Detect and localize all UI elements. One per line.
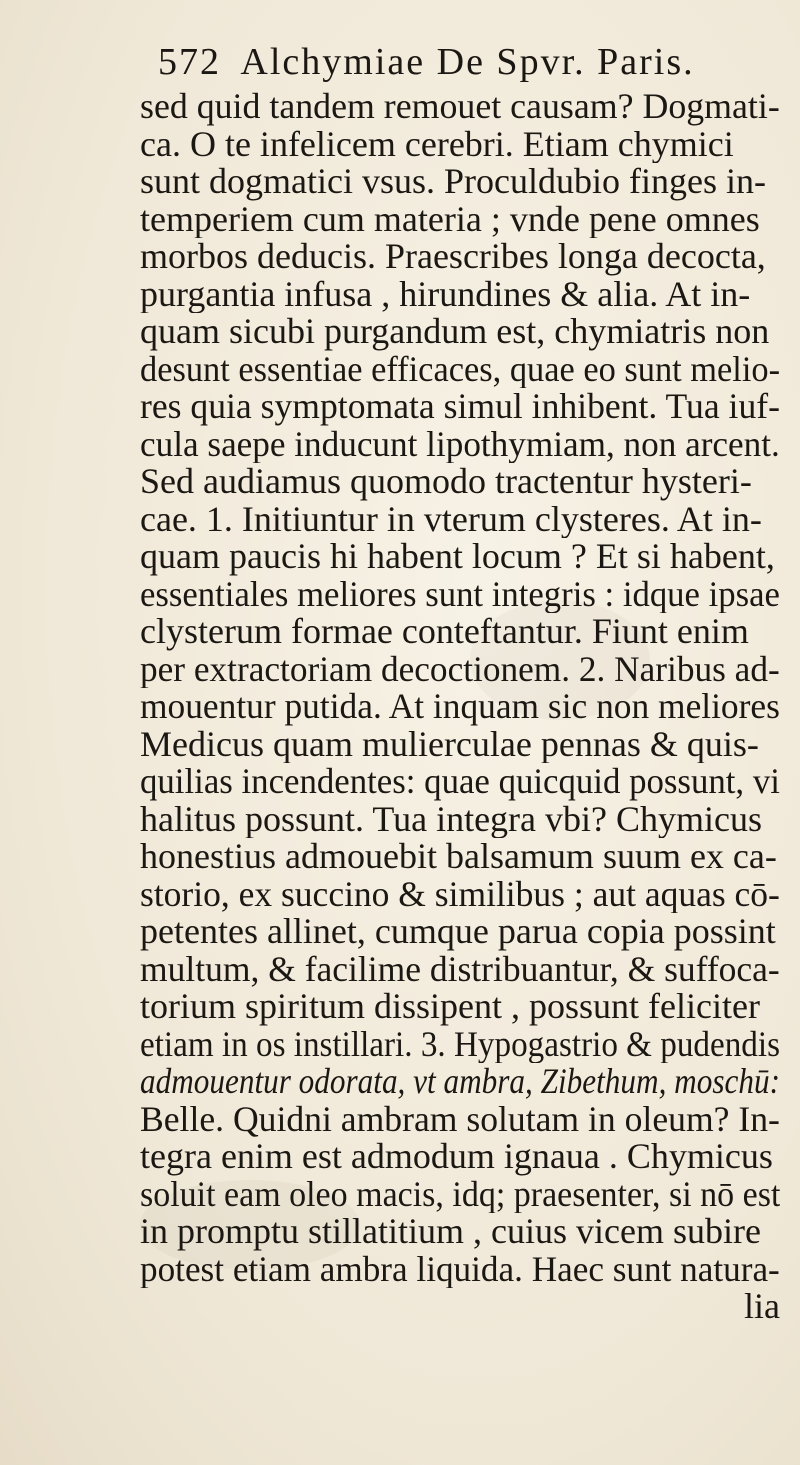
text-line: torium spiritum dissipent , possunt feliciter: [140, 988, 760, 1026]
text-line: potest etiam ambra liquida. Haec sunt natura-: [140, 1250, 780, 1288]
text-line: temperiem cum materia ; vnde pene omnes: [140, 200, 760, 238]
text-line: clysterum formae conteftantur. Fiunt enim: [140, 613, 749, 651]
text-line: tegra enim est admodum ignaua . Chymicus: [140, 1138, 773, 1176]
text-line: in promptu stillatitium , cuius vicem subire: [140, 1213, 761, 1251]
text-line: essentiales meliores sunt integris : idque ipsae: [140, 575, 780, 613]
text-line: sunt dogmatici vsus. Proculdubio finges in-: [140, 163, 766, 201]
text-line: multum, & facilime distribuantur, & suffoca-: [140, 950, 780, 988]
running-head: [158, 40, 778, 90]
text-line: Medicus quam mulierculae pennas & quis-: [140, 725, 759, 763]
text-line: purgantia infusa , hirundines & alia. At in-: [140, 275, 751, 313]
text-line: quilias incendentes: quae quicquid possunt, vi: [140, 763, 780, 801]
text-line: soluit eam oleo macis, idq; praesenter, si nō est: [140, 1175, 781, 1213]
text-line: honestius admouebit balsamum suum ex ca-: [140, 838, 777, 876]
text-line: mouentur putida. At inquam sic non meliores: [140, 688, 780, 726]
text-line: per extractoriam decoctionem. 2. Naribus ad-: [140, 650, 780, 688]
text-line: ca. O te infelicem cerebri. Etiam chymici: [140, 125, 734, 163]
text-line: quam sicubi purgandum est, chymiatris non: [140, 313, 770, 351]
text-line: Belle. Quidni ambram solutam in oleum? In-: [140, 1100, 780, 1138]
catchword: lia: [744, 1288, 780, 1326]
running-title: Alchymiae De Spvr. Paris.: [240, 41, 695, 83]
text-line: halitus possunt. Tua integra vbi? Chymicus: [140, 800, 763, 838]
text-line: Sed audiamus quomodo tractentur hysteri-: [140, 463, 752, 501]
text-line: etiam in os instillari. 3. Hypogastrio & pudendis: [140, 1025, 780, 1063]
text-line: petentes allinet, cumque parua copia possint: [140, 913, 776, 951]
text-line: admouentur odorata, vt ambra, Zibethum, moschū:: [140, 1063, 780, 1101]
text-line: sed quid tandem remouet causam? Dogmati-: [140, 88, 780, 126]
text-line: quam paucis hi habent locum ? Et si habent,: [140, 538, 775, 576]
text-line: cae. 1. Initiuntur in vterum clysteres. At in-: [140, 500, 762, 538]
text-line: morbos deducis. Praescribes longa decocta,: [140, 238, 766, 276]
text-line: desunt essentiae efficaces, quae eo sunt melio-: [140, 350, 780, 388]
text-line: cula saepe inducunt lipothymiam, non arcent.: [140, 425, 780, 463]
text-line: res quia symptomata simul inhibent. Tua iuf-: [140, 388, 780, 426]
body-text: [140, 88, 780, 1326]
page-number: 572: [158, 41, 221, 83]
text-line: storio, ex succino & similibus ; aut aquas cō-: [140, 875, 780, 913]
